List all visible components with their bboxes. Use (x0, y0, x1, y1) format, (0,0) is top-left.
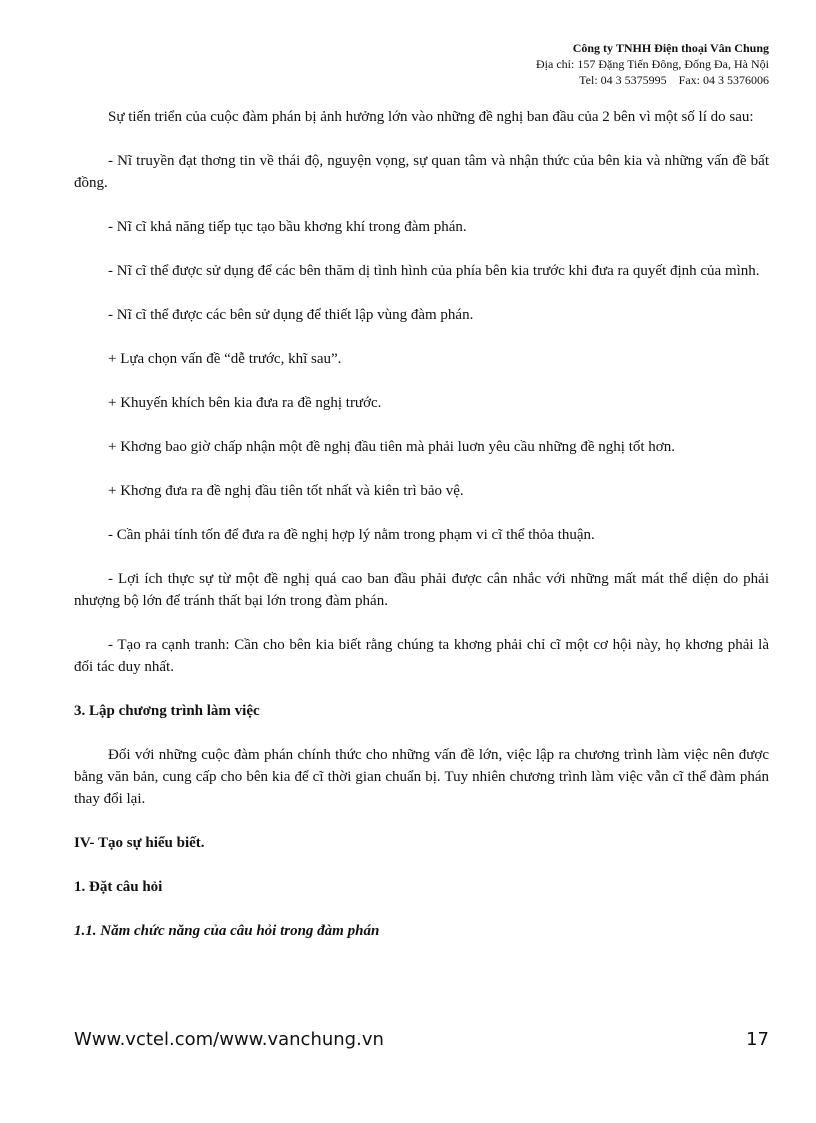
paragraph: Đối với những cuộc đàm phán chính thức cho những vấn đề lớn, việc lập ra chương trình làm việc nên được bằng văn bản, cung cấp cho bên kia để cĩ thời gian chuẩn bị. Tuy nhiên chương trình làm việc vẫn cĩ thể đàm phán thay đổi lại. (74, 747, 769, 807)
page-header (536, 40, 769, 88)
bullet-paragraph: - Nĩ cĩ thể được các bên sử dụng để thiết lập vùng đàm phán. (108, 307, 474, 323)
sub-bullet-paragraph: + Khơng đưa ra đề nghị đầu tiên tốt nhất và kiên trì bảo vệ. (108, 483, 464, 499)
sub-bullet-paragraph: + Lựa chọn vấn đề “dễ trước, khĩ sau”. (108, 351, 342, 367)
page-footer (74, 1029, 769, 1050)
document-body (74, 106, 769, 964)
company-name: Công ty TNHH Điện thoại Vân Chung (572, 41, 769, 55)
section-heading: IV- Tạo sự hiểu biết. (74, 835, 205, 851)
sub-bullet-paragraph: + Khuyến khích bên kia đưa ra đề nghị trước. (108, 395, 382, 411)
bullet-paragraph: - Lợi ích thực sự từ một đề nghị quá cao ban đầu phải được cân nhắc với những mất mát thể diện do phải nhượng bộ lớn để tránh thất bại lớn trong đàm phán. (74, 571, 769, 609)
subsubsection-heading: 1.1. Năm chức năng của câu hỏi trong đàm phán (74, 923, 380, 939)
paragraph: Sự tiến triển của cuộc đàm phán bị ảnh hưởng lớn vào những đề nghị ban đầu của 2 bên vì một số lí do sau: (108, 109, 754, 125)
bullet-paragraph: - Nĩ cĩ khả năng tiếp tục tạo bầu khơng khí trong đàm phán. (108, 219, 467, 235)
bullet-paragraph: - Nĩ truyền đạt thơng tin về thái độ, nguyện vọng, sự quan tâm và nhận thức của bên kia và những vấn đề bất đồng. (74, 153, 769, 191)
section-heading: 3. Lập chương trình làm việc (74, 703, 260, 719)
sub-bullet-paragraph: + Khơng bao giờ chấp nhận một đề nghị đầu tiên mà phải luơn yêu cầu những đề nghị tốt hơn. (108, 439, 675, 455)
footer-website: Www.vctel.com/www.vanchung.vn (74, 1029, 384, 1050)
bullet-paragraph: - Tạo ra cạnh tranh: Cần cho bên kia biết rằng chúng ta khơng phải chỉ cĩ một cơ hội này, họ khơng phải là đối tác duy nhất. (74, 637, 769, 675)
page-number: 17 (746, 1029, 769, 1050)
subsection-heading: 1. Đặt câu hỏi (74, 879, 163, 895)
company-contact: Tel: 04 3 5375995 Fax: 04 3 5376006 (579, 73, 769, 87)
bullet-paragraph: - Cần phải tính tốn để đưa ra đề nghị hợp lý nằm trong phạm vi cĩ thể thỏa thuận. (108, 527, 595, 543)
company-address: Địa chỉ: 157 Đặng Tiến Đông, Đống Đa, Hà Nội (536, 57, 769, 71)
bullet-paragraph: - Nĩ cĩ thể được sử dụng để các bên thăm dị tình hình của phía bên kia trước khi đưa ra quyết định của mình. (108, 263, 760, 279)
